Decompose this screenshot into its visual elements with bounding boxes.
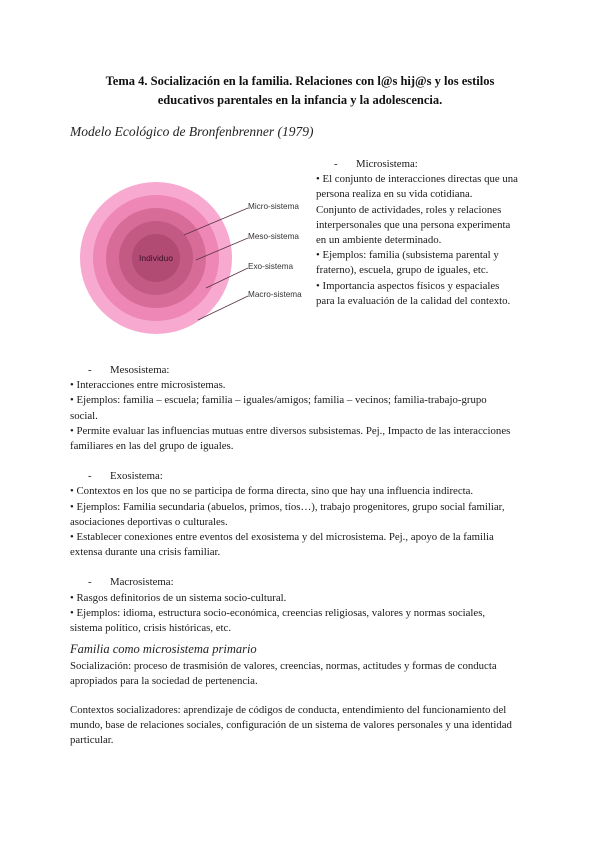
exosistema-line: • Contextos en los que no se participa de forma directa, sino que hay una influencia indirecta.	[70, 485, 474, 498]
microsistema-line: • Ejemplos: familia (subsistema parental y	[316, 249, 499, 262]
microsistema-line: fraterno), escuela, grupo de iguales, etc.	[316, 264, 489, 277]
mesosistema-heading: Mesosistema:	[110, 364, 170, 376]
paragraph-line: particular.	[70, 734, 114, 747]
model-heading: Modelo Ecológico de Bronfenbrenner (1979)	[70, 124, 314, 139]
label-exo: Exo-sistema	[248, 262, 294, 271]
document-title	[70, 72, 530, 110]
familia-heading: Familia como microsistema primario	[70, 642, 257, 656]
mesosistema-line: familiares en las del grupo de iguales.	[70, 440, 234, 453]
mesosistema-dash: -	[88, 364, 92, 376]
microsistema-line: • Importancia aspectos físicos y espaciales	[316, 279, 500, 292]
microsistema-line: en un ambiente determinado.	[316, 234, 442, 247]
microsistema-dash: -	[334, 158, 338, 170]
microsistema-line: Conjunto de actividades, roles y relaciones	[316, 203, 502, 216]
exosistema-line: • Ejemplos: Familia secundaria (abuelos, primos, tíos…), trabajo progenitores, grupo social familiar,	[70, 500, 505, 513]
microsistema-line: interpersonales que una persona experimenta	[316, 218, 511, 231]
title-line-2: educativos parentales en la infancia y la adolescencia.	[157, 93, 443, 107]
exosistema-line: • Establecer conexiones entre eventos del exosistema y del microsistema. Pej., apoyo de la familia	[70, 531, 494, 544]
macrosistema-line: • Rasgos definitorios de un sistema socio-cultural.	[70, 591, 287, 604]
microsistema-line: persona realiza en su vida cotidiana.	[316, 188, 473, 201]
exosistema-heading: Exosistema:	[110, 470, 163, 483]
label-meso: Meso-sistema	[248, 232, 299, 241]
exosistema-dash: -	[88, 470, 92, 483]
exosistema-line: extensa durante una crisis familiar.	[70, 546, 221, 559]
microsistema-line: para la evaluación de la calidad del contexto.	[316, 294, 511, 307]
paragraph-line: Socialización: proceso de trasmisión de valores, creencias, normas, actitudes y formas de conducta	[70, 660, 497, 672]
paragraph-line: Contextos socializadores: aprendizaje de códigos de conducta, entendimiento del funcionamiento del	[70, 704, 507, 716]
mesosistema-line: • Permite evaluar las influencias mutuas entre diversos subsistemas. Pej., Impacto de las interacciones	[70, 424, 511, 437]
mesosistema-line: • Interacciones entre microsistemas.	[70, 379, 226, 392]
ecological-model-diagram	[70, 180, 320, 340]
title-line-1: Tema 4. Socialización en la familia. Relaciones con l@s hij@s y los estilos	[105, 74, 495, 88]
exosistema-line: asociaciones deportivas o culturales.	[70, 515, 228, 528]
paragraph-line: apropiados para la sociedad de pertenencia.	[70, 675, 258, 688]
socializacion-paragraph	[70, 659, 540, 689]
mesosistema-line: social.	[70, 409, 98, 422]
paragraph-line: mundo, base de relaciones sociales, configuración de un sistema de valores personales y una identidad	[70, 719, 512, 732]
macrosistema-line: sistema político, crisis históricas, etc.	[70, 622, 232, 635]
mesosistema-line: • Ejemplos: familia – escuela; familia – iguales/amigos; familia – vecinos; familia-trabajo-grupo	[70, 394, 487, 407]
macrosistema-heading: Macrosistema:	[110, 576, 174, 589]
microsistema-heading: Microsistema:	[356, 158, 418, 170]
microsistema-line: • El conjunto de interacciones directas que una	[316, 173, 518, 186]
contextos-paragraph	[70, 703, 540, 749]
macrosistema-line: • Ejemplos: idioma, estructura socio-económica, creencias religiosas, valores y normas sociales,	[70, 606, 486, 619]
label-micro: Micro-sistema	[248, 202, 299, 211]
microsistema-section	[316, 157, 546, 309]
center-label: Individuo	[138, 253, 174, 263]
body-sections	[70, 363, 540, 636]
label-macro: Macro-sistema	[248, 290, 302, 299]
macrosistema-dash: -	[88, 576, 92, 589]
